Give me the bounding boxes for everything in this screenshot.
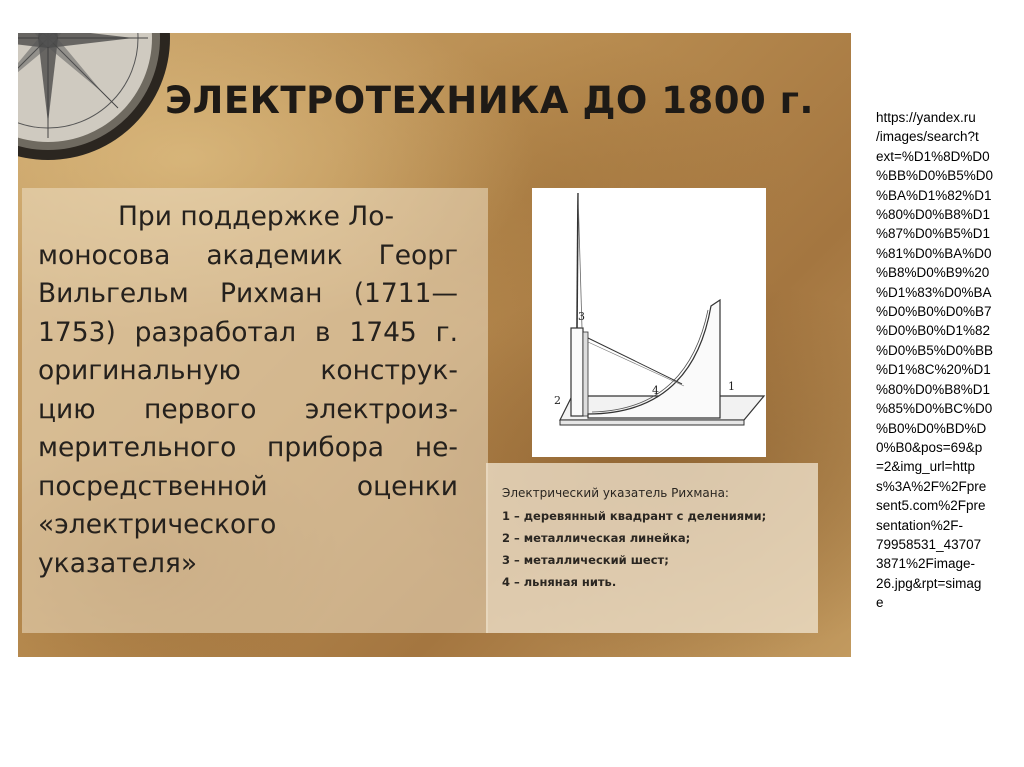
url-line: %87%D0%B5%D1 (876, 226, 991, 242)
caption-item: 1 – деревянный квадрант с делениями; (502, 509, 767, 523)
url-line: %D1%8C%20%D1 (876, 362, 991, 378)
body-line: указателя» (38, 547, 198, 579)
url-line: 3871%2Fimage- (876, 556, 976, 572)
url-line: /images/search?t (876, 129, 979, 145)
url-line: %D0%B0%D0%B7 (876, 304, 992, 320)
body-line: Вильгельм Рихман (1711— (38, 278, 458, 309)
presentation-slide (18, 33, 851, 657)
figure-label-1: 1 (728, 380, 735, 393)
body-line: моносова академик Георг (38, 239, 458, 271)
url-line: %D1%83%D0%BA (876, 284, 992, 300)
url-line: https://yandex.ru (876, 110, 976, 125)
url-line: %85%D0%BC%D0 (876, 401, 993, 417)
slide-title: ЭЛЕКТРОТЕХНИКА ДО 1800 г. (165, 79, 814, 122)
url-line: %B8%D0%B9%20 (876, 265, 990, 281)
body-line: цию первого электроиз- (38, 393, 458, 425)
body-text (38, 198, 458, 583)
url-line: 79958531_43707 (876, 536, 982, 552)
figure-label-2: 2 (554, 394, 561, 407)
richmann-pointer-figure (532, 188, 766, 457)
url-line: =2&img_url=http (876, 459, 976, 475)
body-line: «электрического (38, 509, 277, 540)
url-line: 0%B0&pos=69&p (876, 439, 983, 455)
caption-title: Электрический указатель Рихмана: (502, 486, 729, 500)
body-line: мерительного прибора не- (38, 432, 458, 463)
url-line: e (876, 595, 884, 611)
url-line: %D0%B0%D1%82 (876, 323, 991, 339)
body-line: 1753) разработал в 1745 г. (38, 316, 458, 348)
url-line: %80%D0%B8%D1 (876, 381, 991, 397)
url-line: %BA%D1%82%D1 (876, 187, 992, 203)
url-line: %D0%B5%D0%BB (876, 342, 994, 358)
url-line: ext=%D1%8D%D0 (876, 148, 990, 164)
url-line: s%3A%2F%2Fpre (876, 478, 987, 494)
richmann-pointer-drawing (532, 188, 766, 457)
caption-item: 4 – льняная нить. (502, 575, 617, 589)
body-line: посредственной оценки (38, 470, 458, 502)
url-line: %81%D0%BA%D0 (876, 245, 992, 261)
caption-item: 3 – металлический шест; (502, 553, 669, 567)
compass-icon (18, 33, 173, 163)
figure-label-4: 4 (652, 384, 659, 397)
url-line: %BB%D0%B5%D0 (876, 168, 994, 184)
caption-item: 2 – металлическая линейка; (502, 531, 691, 545)
url-line: %B0%D0%BD%D (876, 420, 987, 436)
source-url-text (876, 108, 1016, 613)
url-line: sent5.com%2Fpre (876, 498, 986, 514)
body-line: оригинальную конструк- (38, 355, 458, 386)
url-line: 26.jpg&rpt=simag (876, 575, 982, 591)
url-line: %80%D0%B8%D1 (876, 207, 991, 223)
body-line: При поддержке Ло- (118, 201, 395, 232)
figure-label-3: 3 (578, 310, 585, 323)
url-line: sentation%2F- (876, 517, 964, 533)
